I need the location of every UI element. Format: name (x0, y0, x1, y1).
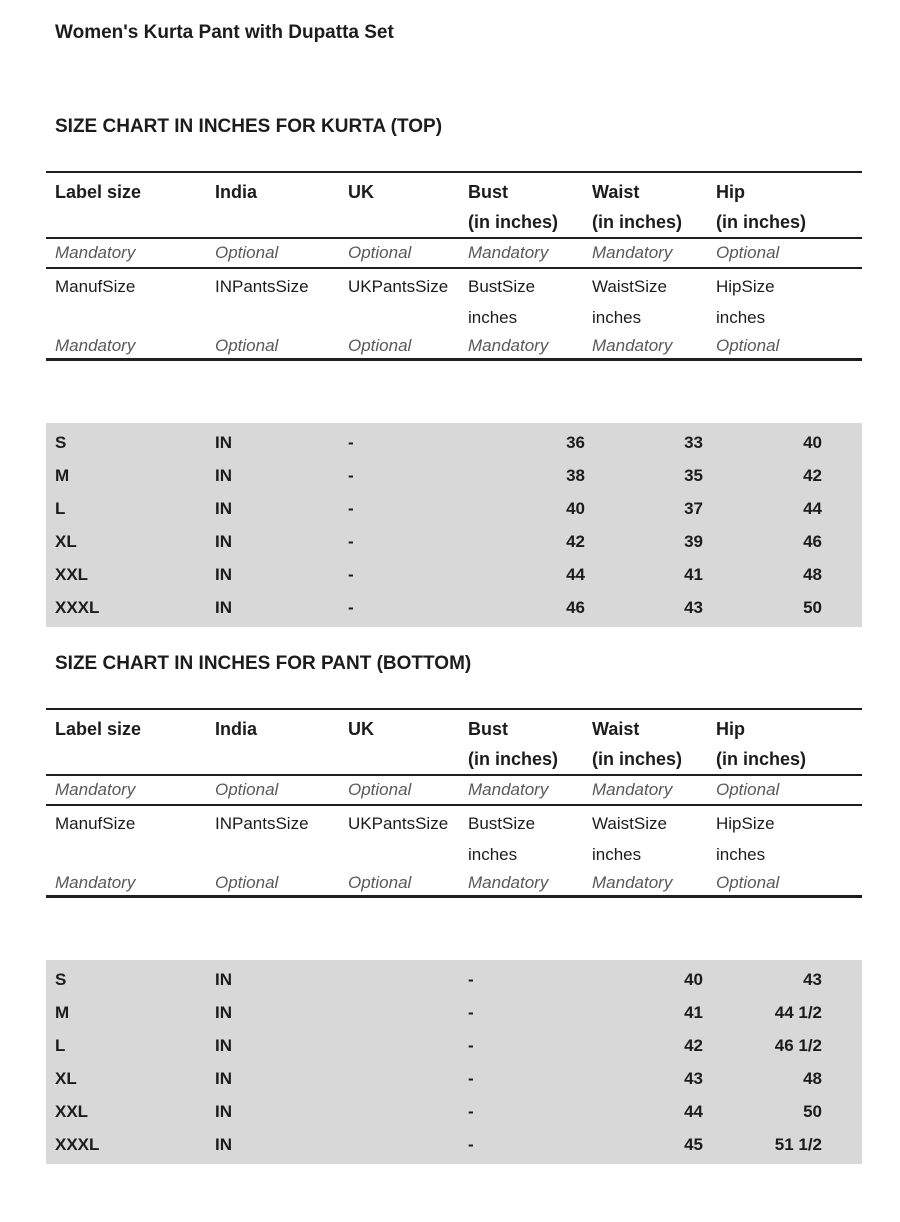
column-requirement-row (46, 239, 862, 269)
size-label-cell: S (55, 433, 67, 452)
field-label: INPantsSize (215, 814, 309, 833)
field-sub: inches (592, 308, 642, 327)
column-header (212, 714, 345, 774)
field-cell (708, 271, 862, 333)
field-label: HipSize (716, 277, 775, 296)
uk-cell (345, 996, 463, 1029)
field-label: HipSize (716, 814, 775, 833)
requirement-cell: Optional (348, 780, 412, 799)
waist-cell: 41 (684, 565, 703, 584)
uk-cell (345, 1128, 463, 1161)
bust-cell: - (468, 1135, 474, 1154)
india-cell: IN (215, 1069, 232, 1088)
size-row (46, 963, 862, 996)
field-label: WaistSize (592, 814, 667, 833)
field-name-row (46, 806, 862, 870)
column-header-sub: (in inches) (716, 749, 807, 769)
uk-cell: - (348, 598, 354, 617)
size-label-cell: S (55, 970, 67, 989)
hip-cell: 40 (803, 433, 822, 452)
india-cell: IN (215, 1003, 232, 1022)
uk-cell (345, 1029, 463, 1062)
page-title: Women's Kurta Pant with Dupatta Set (55, 22, 394, 43)
bust-cell: 40 (566, 499, 585, 518)
column-header-label: Hip (716, 719, 745, 739)
column-header (345, 177, 463, 237)
size-row (46, 591, 862, 624)
requirement-cell: Mandatory (592, 780, 673, 799)
field-cell (46, 271, 212, 333)
requirement-cell: Optional (348, 243, 412, 262)
requirement-cell: Optional (215, 780, 279, 799)
hip-cell: 50 (803, 598, 822, 617)
waist-cell: 43 (684, 598, 703, 617)
pant-data-block (46, 960, 862, 1164)
india-cell: IN (215, 598, 232, 617)
kurta-size-table (46, 171, 862, 627)
field-label: ManufSize (55, 277, 136, 296)
column-header (345, 714, 463, 774)
requirement-cell: Optional (716, 243, 780, 262)
requirement-cell: Mandatory (55, 780, 136, 799)
waist-cell: 45 (684, 1135, 703, 1154)
hip-cell: 51 1/2 (774, 1135, 822, 1154)
requirement-cell: Mandatory (592, 336, 673, 355)
india-cell: IN (215, 532, 232, 551)
field-cell (587, 271, 708, 333)
table-header-row (46, 708, 862, 776)
column-requirement-row (46, 776, 862, 806)
india-cell: IN (215, 1102, 232, 1121)
bust-cell: 36 (566, 433, 585, 452)
pant-size-table (46, 708, 862, 1164)
requirement-cell: Optional (716, 873, 780, 892)
column-header-label: Bust (468, 182, 508, 202)
field-label: ManufSize (55, 814, 136, 833)
size-row (46, 1128, 862, 1161)
requirement-cell: Optional (215, 873, 279, 892)
field-cell (587, 808, 708, 870)
uk-cell (345, 1062, 463, 1095)
column-header (587, 714, 708, 774)
requirement-cell: Optional (215, 243, 279, 262)
size-row (46, 1062, 862, 1095)
field-name-row (46, 269, 862, 333)
column-header-label: Hip (716, 182, 745, 202)
column-header-sub: (in inches) (716, 212, 807, 232)
size-label-cell: L (55, 1036, 66, 1055)
requirement-cell: Mandatory (55, 336, 136, 355)
size-label-cell: XL (55, 1069, 77, 1088)
column-header (587, 177, 708, 237)
size-row (46, 459, 862, 492)
column-header-sub: (in inches) (592, 212, 683, 232)
bust-cell: 46 (566, 598, 585, 617)
field-sub: inches (716, 845, 766, 864)
column-header (463, 177, 587, 237)
bust-cell: - (468, 1036, 474, 1055)
size-label-cell: XXL (55, 565, 89, 584)
size-row (46, 558, 862, 591)
field-requirement-row (46, 870, 862, 898)
field-cell (345, 271, 463, 333)
column-header (46, 177, 212, 237)
waist-cell: 43 (684, 1069, 703, 1088)
waist-cell: 37 (684, 499, 703, 518)
hip-cell: 44 1/2 (774, 1003, 822, 1022)
uk-cell: - (348, 433, 354, 452)
hip-cell: 44 (803, 499, 822, 518)
hip-cell: 46 1/2 (774, 1036, 822, 1055)
field-cell (463, 271, 587, 333)
column-header-label: UK (348, 719, 374, 739)
size-row (46, 1029, 862, 1062)
uk-cell: - (348, 466, 354, 485)
field-cell (212, 808, 345, 870)
requirement-cell: Mandatory (468, 243, 549, 262)
requirement-cell: Optional (348, 336, 412, 355)
uk-cell (345, 1095, 463, 1128)
requirement-cell: Optional (716, 336, 780, 355)
column-header-label: Label size (55, 182, 142, 202)
size-label-cell: XXXL (55, 1135, 100, 1154)
field-label: UKPantsSize (348, 814, 449, 833)
india-cell: IN (215, 1036, 232, 1055)
india-cell: IN (215, 1135, 232, 1154)
column-header-label: Waist (592, 719, 640, 739)
requirement-cell: Mandatory (55, 873, 136, 892)
hip-cell: 50 (803, 1102, 822, 1121)
field-cell (212, 271, 345, 333)
field-requirement-row (46, 333, 862, 361)
kurta-data-block (46, 423, 862, 627)
field-label: BustSize (468, 277, 536, 296)
column-header-sub: (in inches) (468, 749, 559, 769)
waist-cell: 42 (684, 1036, 703, 1055)
requirement-cell: Optional (716, 780, 780, 799)
requirement-cell: Mandatory (468, 780, 549, 799)
column-header-sub: (in inches) (592, 749, 683, 769)
india-cell: IN (215, 499, 232, 518)
india-cell: IN (215, 433, 232, 452)
field-label: BustSize (468, 814, 536, 833)
hip-cell: 46 (803, 532, 822, 551)
bust-cell: - (468, 1069, 474, 1088)
requirement-cell: Mandatory (468, 873, 549, 892)
requirement-cell: Mandatory (468, 336, 549, 355)
uk-cell: - (348, 499, 354, 518)
column-header (708, 714, 862, 774)
size-row (46, 996, 862, 1029)
column-header-label: UK (348, 182, 374, 202)
waist-cell: 41 (684, 1003, 703, 1022)
size-label-cell: L (55, 499, 66, 518)
column-header-label: Bust (468, 719, 508, 739)
size-label-cell: XXXL (55, 598, 100, 617)
requirement-cell: Optional (348, 873, 412, 892)
column-header-label: India (215, 182, 258, 202)
uk-cell: - (348, 532, 354, 551)
column-header (463, 714, 587, 774)
bust-cell: - (468, 1102, 474, 1121)
requirement-cell: Mandatory (55, 243, 136, 262)
column-header-sub: (in inches) (468, 212, 559, 232)
waist-cell: 35 (684, 466, 703, 485)
uk-cell: - (348, 565, 354, 584)
bust-cell: 38 (566, 466, 585, 485)
requirement-cell: Mandatory (592, 243, 673, 262)
field-cell (345, 808, 463, 870)
column-header-label: Waist (592, 182, 640, 202)
column-header (212, 177, 345, 237)
column-header-label: Label size (55, 719, 142, 739)
field-label: INPantsSize (215, 277, 309, 296)
india-cell: IN (215, 970, 232, 989)
requirement-cell: Mandatory (592, 873, 673, 892)
size-label-cell: M (55, 1003, 70, 1022)
field-sub: inches (592, 845, 642, 864)
column-header (708, 177, 862, 237)
field-cell (463, 808, 587, 870)
size-label-cell: M (55, 466, 70, 485)
hip-cell: 42 (803, 466, 822, 485)
field-label: WaistSize (592, 277, 667, 296)
waist-cell: 44 (684, 1102, 703, 1121)
field-sub: inches (468, 845, 518, 864)
bust-cell: 44 (566, 565, 585, 584)
bust-cell: - (468, 970, 474, 989)
requirement-cell: Optional (215, 336, 279, 355)
field-sub: inches (468, 308, 518, 327)
hip-cell: 48 (803, 1069, 822, 1088)
bust-cell: 42 (566, 532, 585, 551)
field-label: UKPantsSize (348, 277, 449, 296)
table-header-row (46, 171, 862, 239)
field-sub: inches (716, 308, 766, 327)
waist-cell: 33 (684, 433, 703, 452)
field-cell (46, 808, 212, 870)
size-label-cell: XL (55, 532, 77, 551)
hip-cell: 43 (803, 970, 822, 989)
column-header (46, 714, 212, 774)
uk-cell (345, 963, 463, 996)
bust-cell: - (468, 1003, 474, 1022)
india-cell: IN (215, 466, 232, 485)
size-label-cell: XXL (55, 1102, 89, 1121)
waist-cell: 40 (684, 970, 703, 989)
size-row (46, 1095, 862, 1128)
size-row (46, 426, 862, 459)
section-heading-kurta: SIZE CHART IN INCHES FOR KURTA (TOP) (55, 116, 443, 137)
column-header-label: India (215, 719, 258, 739)
size-row (46, 492, 862, 525)
size-row (46, 525, 862, 558)
section-heading-pant: SIZE CHART IN INCHES FOR PANT (BOTTOM) (55, 653, 472, 674)
hip-cell: 48 (803, 565, 822, 584)
india-cell: IN (215, 565, 232, 584)
waist-cell: 39 (684, 532, 703, 551)
field-cell (708, 808, 862, 870)
